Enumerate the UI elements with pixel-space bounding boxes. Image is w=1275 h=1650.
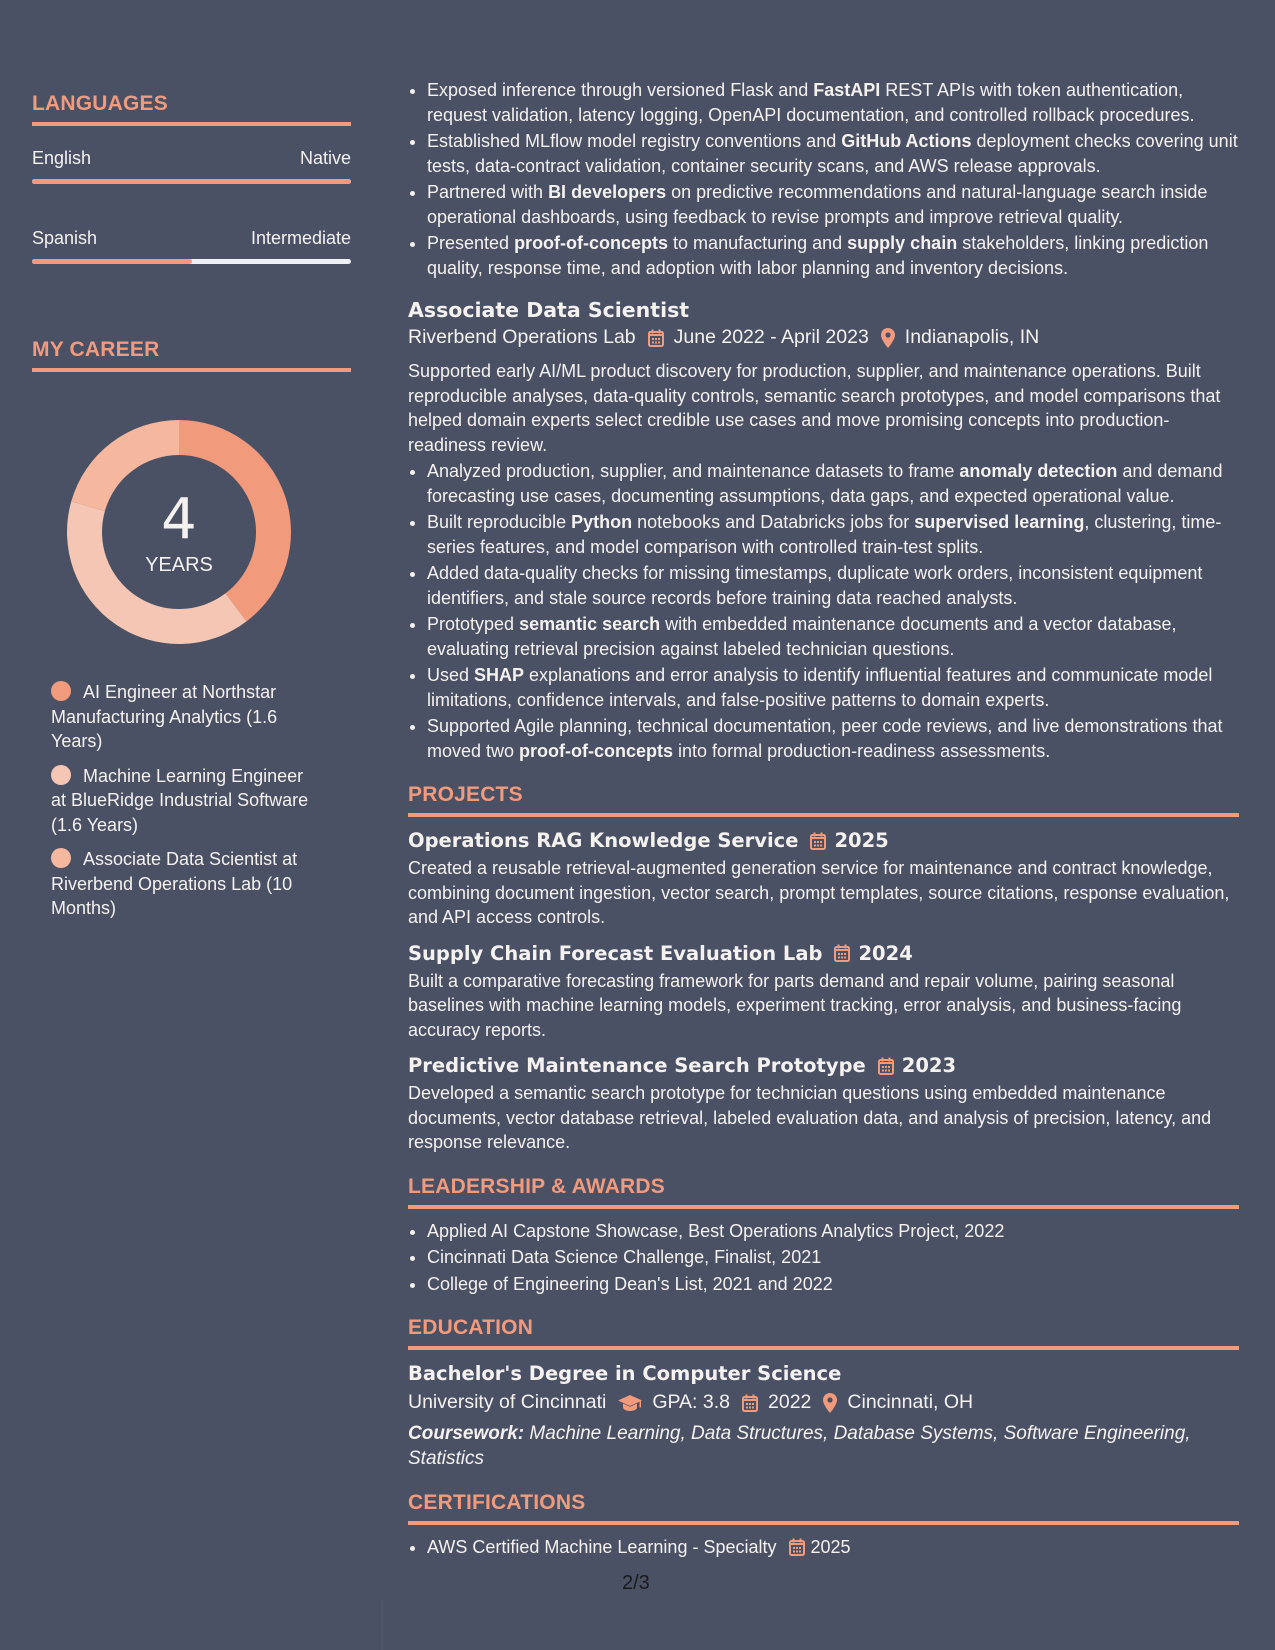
education-year: 2022 xyxy=(768,1391,812,1413)
projects-list xyxy=(408,829,1239,1155)
project-year: 2024 xyxy=(858,941,913,965)
bullet-text: REST APIs with token authentication, request validation, latency logging, OpenAPI documentation, and controlled rollback procedures. xyxy=(427,80,1195,125)
bullet-keyword: GitHub Actions xyxy=(841,131,972,151)
certifications-list xyxy=(408,1535,1239,1560)
job-title: Associate Data Scientist xyxy=(408,298,690,322)
bullet-item xyxy=(427,561,1239,610)
calendar-icon xyxy=(789,1538,805,1556)
bullet-keyword: proof-of-concepts xyxy=(519,740,674,761)
leadership-heading: LEADERSHIP & AWARDS xyxy=(408,1175,1239,1209)
language-proficiency-fill xyxy=(32,179,351,184)
list-item xyxy=(427,1535,1239,1560)
language-name: English xyxy=(32,148,92,168)
project-name: Supply Chain Forecast Evaluation Lab xyxy=(408,941,823,965)
job-company: Riverbend Operations Lab xyxy=(408,326,636,348)
project-entry xyxy=(408,1054,1239,1155)
job-description: Supported early AI/ML product discovery for production, supplier, and maintenance operations. Built reproducible analyses, data-quality controls, semantic search prototypes, and model comparisons that helped domain experts select credible use cases and move promising concepts into production-readiness review. xyxy=(408,361,1221,455)
education-degree: Bachelor's Degree in Computer Science xyxy=(408,1362,842,1385)
career-legend xyxy=(51,680,321,921)
project-title-row xyxy=(408,1054,1239,1077)
bullet-text: Presented xyxy=(427,233,515,253)
bullet-text: deployment checks covering unit tests, data-contract validation, container security scans, and AWS release approvals. xyxy=(427,131,1238,176)
bullet-text: on predictive recommendations and natural-language search inside operational dashboards, using feedback to revise prompts and improve retrieval quality. xyxy=(427,182,1208,227)
job-bullets xyxy=(408,459,1239,763)
bullet-text: Exposed inference through versioned Flask and xyxy=(427,80,814,100)
calendar-icon xyxy=(742,1394,758,1412)
education-gpa: GPA: 3.8 xyxy=(652,1391,731,1413)
bullet-item xyxy=(427,129,1239,178)
previous-job-bullets xyxy=(408,78,1239,280)
list-item: • Cincinnati Data Science Challenge, Finalist, 2021 xyxy=(427,1245,1239,1270)
bullet-text: Supported Agile planning, technical documentation, peer code reviews, and live demonstrations that moved two xyxy=(427,716,1223,761)
bullet-text: explanations and error analysis to identify influential features and communicate model limitations, confidence intervals, and false-positive patterns to domain experts. xyxy=(427,665,1213,710)
project-description: Developed a semantic search prototype for technician questions using embedded maintenance documents, vector database retrieval, labeled evaluation data, and analysis of precision, latency, and response relevance. xyxy=(408,1083,1212,1152)
calendar-icon xyxy=(878,1057,894,1075)
bullet-text: with embedded maintenance documents and a vector database, evaluating retrieval precision against labeled technician questions. xyxy=(427,614,1177,659)
certifications-section xyxy=(408,1491,1239,1560)
projects-heading: PROJECTS xyxy=(408,783,1239,817)
coursework-label: Coursework: xyxy=(408,1423,525,1444)
bullet-item xyxy=(427,612,1239,661)
page-number: 2/3 xyxy=(622,1572,650,1594)
project-entry xyxy=(408,829,1239,930)
location-pin-icon xyxy=(823,1393,837,1413)
language-name: Spanish xyxy=(32,228,98,248)
career-donut-chart xyxy=(67,420,291,644)
calendar-icon xyxy=(834,944,850,962)
list-item: • College of Engineering Dean's List, 2021 and 2022 xyxy=(427,1272,1239,1297)
project-year: 2023 xyxy=(901,1054,957,1077)
job-meta xyxy=(408,326,1239,349)
project-name: Predictive Maintenance Search Prototype xyxy=(408,1054,866,1077)
bullet-keyword: FastAPI xyxy=(813,80,881,100)
legend-dot-icon xyxy=(51,765,71,785)
project-name: Operations RAG Knowledge Service xyxy=(408,829,799,852)
bullet-text: to manufacturing and xyxy=(668,233,848,253)
education-location: Cincinnati, OH xyxy=(847,1391,974,1413)
bullet-keyword: anomaly detection xyxy=(959,461,1118,481)
calendar-icon xyxy=(648,329,664,347)
graduation-cap-icon xyxy=(618,1394,642,1412)
right-column xyxy=(408,78,1239,1562)
bullet-keyword: proof-of-concepts xyxy=(514,233,669,253)
calendar-icon xyxy=(810,832,826,850)
legend-dot-icon xyxy=(51,681,71,701)
language-level: Intermediate xyxy=(250,228,351,248)
bullet-text: , clustering, time-series features, and model comparison with controlled train-test splits. xyxy=(427,512,1222,557)
projects-section xyxy=(408,783,1239,1155)
bullet-item xyxy=(427,714,1239,763)
education-coursework xyxy=(408,1422,1239,1471)
language-proficiency-fill xyxy=(32,259,192,264)
project-title-row xyxy=(408,942,1239,965)
bullet-item xyxy=(427,231,1239,280)
list-item: • Applied AI Capstone Showcase, Best Operations Analytics Project, 2022 xyxy=(427,1219,1239,1244)
career-legend-label: Associate Data Scientist at Riverbend Operations Lab (10 Months) xyxy=(51,849,298,918)
job-entry xyxy=(408,298,1239,763)
bullet-keyword: semantic search xyxy=(519,614,661,634)
leadership-section xyxy=(408,1175,1239,1297)
career-total xyxy=(67,420,291,644)
bullet-text: and demand forecasting use cases, documenting assumptions, data gaps, and expected operational value. xyxy=(427,461,1223,506)
career-legend-item xyxy=(51,680,321,754)
project-entry xyxy=(408,942,1239,1043)
certification-name: • AWS Certified Machine Learning - Specialty xyxy=(427,1537,777,1557)
language-proficiency-bar xyxy=(32,259,351,264)
certifications-heading: CERTIFICATIONS xyxy=(408,1491,1239,1525)
project-description: Created a reusable retrieval-augmented generation service for maintenance and contract knowledge, combining document ingestion, vector search, prompt templates, source citations, response evaluation, and API access controls. xyxy=(408,858,1230,927)
career-total-unit: YEARS xyxy=(145,554,213,576)
language-english xyxy=(32,148,351,184)
bullet-text: Used xyxy=(427,665,475,685)
bullet-text: stakeholders, linking prediction quality, response time, and adoption with labor planning and inventory decisions. xyxy=(427,233,1209,278)
bullet-keyword: BI developers xyxy=(548,182,667,202)
job-location: Indianapolis, IN xyxy=(904,326,1040,348)
bullet-text: into formal production-readiness assessments. xyxy=(673,740,1051,761)
bullet-text: Analyzed production, supplier, and maintenance datasets to frame xyxy=(427,461,960,481)
bullet-item xyxy=(427,459,1239,508)
project-description: Built a comparative forecasting framework for parts demand and repair volume, pairing seasonal baselines with machine learning models, experiment tracking, error analysis, and business-facing accuracy reports. xyxy=(408,970,1182,1040)
left-column xyxy=(32,92,351,931)
education-meta xyxy=(408,1391,1239,1414)
career-legend-item xyxy=(51,847,321,921)
language-level: Native xyxy=(299,148,351,168)
coursework-list: Machine Learning, Data Structures, Database Systems, Software Engineering, Statistics xyxy=(408,1423,1191,1469)
education-heading: EDUCATION xyxy=(408,1316,1239,1350)
career-legend-item xyxy=(51,764,321,838)
bullet-text: notebooks and Databricks jobs for xyxy=(632,512,915,532)
bullet-item xyxy=(427,663,1239,712)
leadership-list xyxy=(408,1219,1239,1297)
career-legend-label: Machine Learning Engineer at BlueRidge Industrial Software (1.6 Years) xyxy=(51,765,309,835)
legend-dot-icon xyxy=(51,848,71,868)
bullet-text: Built reproducible xyxy=(427,512,572,532)
bullet-text: Partnered with xyxy=(427,182,549,202)
career-legend-label: AI Engineer at Northstar Manufacturing Analytics (1.6 Years) xyxy=(51,682,278,751)
bullet-keyword: supervised learning xyxy=(914,512,1085,532)
language-proficiency-bar xyxy=(32,179,351,184)
project-title-row xyxy=(408,829,1239,852)
education-school: University of Cincinnati xyxy=(408,1391,607,1413)
language-spanish xyxy=(32,228,351,264)
education-section xyxy=(408,1316,1239,1471)
bullet-keyword: supply chain xyxy=(847,233,958,253)
bullet-keyword: Python xyxy=(571,512,633,532)
bullet-item xyxy=(427,510,1239,559)
bullet-text: Established MLflow model registry conventions and xyxy=(427,131,842,151)
bullet-text: Prototyped xyxy=(427,614,520,634)
career-total-number: 4 xyxy=(161,487,197,552)
bullet-keyword: SHAP xyxy=(474,665,525,685)
project-year: 2025 xyxy=(834,829,889,852)
certification-year: 2025 xyxy=(810,1537,851,1557)
bullet-text: Added data-quality checks for missing timestamps, duplicate work orders, inconsistent equipment identifiers, and stale source records before training data reached analysts. xyxy=(427,563,1203,608)
bullet-item xyxy=(427,78,1239,127)
languages-heading: LANGUAGES xyxy=(32,92,351,126)
job-dates: June 2022 - April 2023 xyxy=(673,326,869,348)
location-pin-icon xyxy=(881,328,895,348)
career-heading: MY CAREER xyxy=(32,338,351,372)
bullet-item xyxy=(427,180,1239,229)
column-divider xyxy=(382,1600,383,1650)
